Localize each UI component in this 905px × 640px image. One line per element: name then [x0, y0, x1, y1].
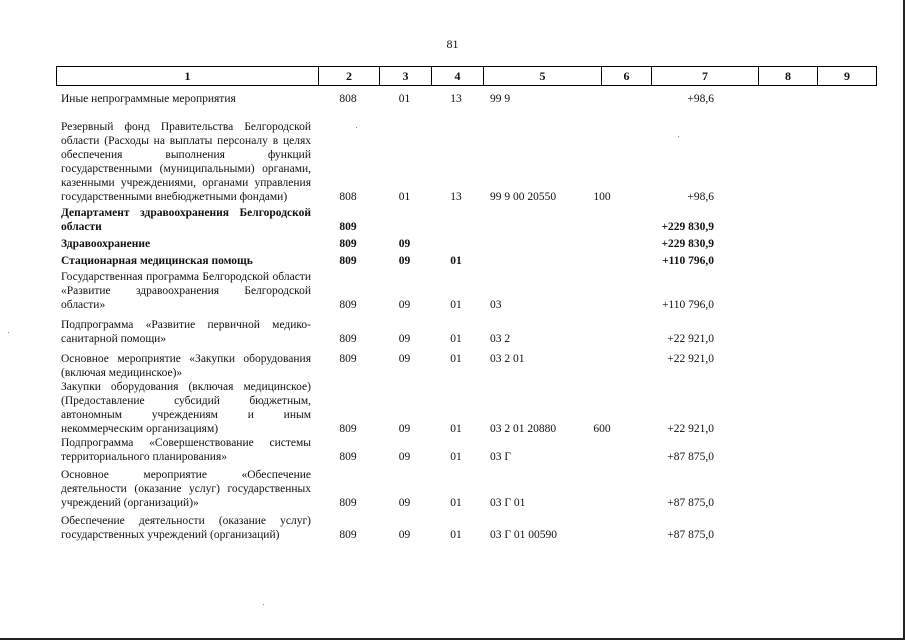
row-col-4: 01: [450, 333, 462, 345]
row-col-7: +87 875,0: [667, 529, 714, 541]
row-col-7: +22 921,0: [667, 333, 714, 345]
row-col-2: 809: [339, 423, 357, 435]
header-col-6: 6: [601, 67, 651, 85]
row-name: Закупки оборудования (включая медицинское) (Предоставление субсидий бюджетным, автономным учреждениям и иным некоммерческим организациям): [61, 381, 311, 435]
row-col-6: 600: [593, 423, 611, 435]
table-row: [0, 436, 905, 464]
row-col-2: 808: [339, 191, 357, 203]
table-row: [0, 206, 905, 234]
row-col-4: 01: [450, 423, 462, 435]
header-col-5: 5: [483, 67, 601, 85]
row-col-3: 09: [398, 529, 411, 541]
row-name: Здравоохранение: [61, 238, 151, 250]
row-col-3: 09: [398, 238, 411, 250]
table-row: [0, 514, 905, 542]
row-col-6: 100: [593, 191, 611, 203]
row-col-4: 13: [450, 191, 462, 203]
table-row: [0, 352, 905, 380]
row-col-3: 09: [398, 255, 411, 267]
table-row: [0, 106, 905, 204]
row-col-2: 809: [339, 299, 357, 311]
row-col-5: 03 Г 01: [490, 497, 526, 509]
header-col-2: 2: [318, 67, 379, 85]
row-col-7: +87 875,0: [667, 451, 714, 463]
row-col-3: 09: [398, 299, 411, 311]
row-name: Основное мероприятие «Закупки оборудования (включая медицинское)»: [61, 353, 311, 379]
row-col-2: 809: [339, 238, 357, 250]
row-col-3: 01: [398, 93, 411, 105]
row-col-4: 01: [450, 497, 462, 509]
row-col-3: 09: [398, 353, 411, 365]
row-name: Основное мероприятие «Обеспечение деятельности (оказание услуг) государственных учреждений (организаций)»: [61, 469, 311, 509]
row-col-7: +22 921,0: [667, 353, 714, 365]
table-row: [0, 270, 905, 312]
table-row: [0, 254, 905, 268]
row-col-2: 809: [339, 529, 357, 541]
row-col-5: 03 Г: [490, 451, 512, 463]
row-col-4: 01: [450, 255, 462, 267]
row-col-7: +110 796,0: [662, 255, 714, 267]
row-col-5: 03 2 01 20880: [490, 423, 557, 435]
scan-speck: [678, 136, 679, 137]
table-row: [0, 380, 905, 436]
scan-speck: [263, 604, 264, 605]
row-col-2: 809: [339, 353, 357, 365]
row-name: Резервный фонд Правительства Белгородской области (Расходы на выплаты персоналу в целях обеспечения выполнения функций государственными (муниципальными) органами, казенными учреждениями, органами управления государственными внебюджетными фондами): [61, 121, 311, 203]
row-name: Подпрограмма «Совершенствование системы территориального планирования»: [61, 437, 311, 463]
header-col-8: 8: [758, 67, 817, 85]
row-col-3: 01: [398, 191, 411, 203]
row-col-2: 809: [339, 221, 357, 233]
row-col-7: +110 796,0: [661, 299, 714, 311]
scan-speck: [356, 127, 357, 128]
row-name: Государственная программа Белгородской области «Развитие здравоохранения Белгородской области»: [61, 271, 311, 311]
row-col-2: 809: [339, 333, 357, 345]
row-col-2: 809: [339, 451, 357, 463]
row-col-3: 09: [398, 423, 411, 435]
row-col-7: +229 830,9: [661, 221, 714, 233]
table-row: [0, 318, 905, 346]
row-name: Подпрограмма «Развитие первичной медико-санитарной помощи»: [61, 319, 311, 345]
row-col-7: +22 921,0: [667, 423, 714, 435]
row-col-3: 09: [398, 451, 411, 463]
row-col-5: 03 Г 01 00590: [490, 529, 558, 541]
header-col-1: 1: [184, 69, 191, 83]
row-col-5: 03 2: [490, 333, 511, 345]
row-name: Иные непрограммные мероприятия: [61, 93, 236, 105]
table-row: [0, 466, 905, 510]
row-col-7: +229 830,9: [661, 238, 714, 250]
row-col-4: 01: [450, 299, 462, 311]
row-col-4: 13: [450, 93, 462, 105]
row-col-4: 01: [450, 353, 462, 365]
row-col-3: 09: [398, 333, 411, 345]
page-number: 81: [446, 37, 459, 51]
header-col-3: 3: [379, 67, 431, 85]
row-col-7: +98,6: [687, 191, 714, 203]
scan-speck: [8, 332, 9, 333]
row-col-5: 99 9 00 20550: [490, 191, 557, 203]
table-row: [0, 92, 905, 106]
table-row: [0, 237, 905, 251]
row-col-5: 03 2 01: [490, 353, 525, 365]
row-col-3: 09: [398, 497, 411, 509]
row-col-2: 809: [339, 255, 357, 267]
row-name: Департамент здравоохранения Белгородской области: [61, 207, 311, 233]
row-name: Обеспечение деятельности (оказание услуг) государственных учреждений (организаций): [61, 515, 311, 541]
row-col-7: +98,6: [687, 93, 714, 105]
row-col-5: 03: [490, 299, 502, 311]
row-col-2: 809: [339, 497, 357, 509]
row-col-7: +87 875,0: [667, 497, 714, 509]
header-col-9: 9: [817, 67, 876, 85]
header-col-4: 4: [431, 67, 483, 85]
row-col-4: 01: [450, 529, 462, 541]
row-col-5: 99 9: [490, 93, 511, 105]
header-col-7: 7: [651, 67, 758, 85]
row-col-2: 808: [339, 93, 357, 105]
row-name: Стационарная медицинская помощь: [61, 255, 253, 267]
row-col-4: 01: [450, 451, 462, 463]
